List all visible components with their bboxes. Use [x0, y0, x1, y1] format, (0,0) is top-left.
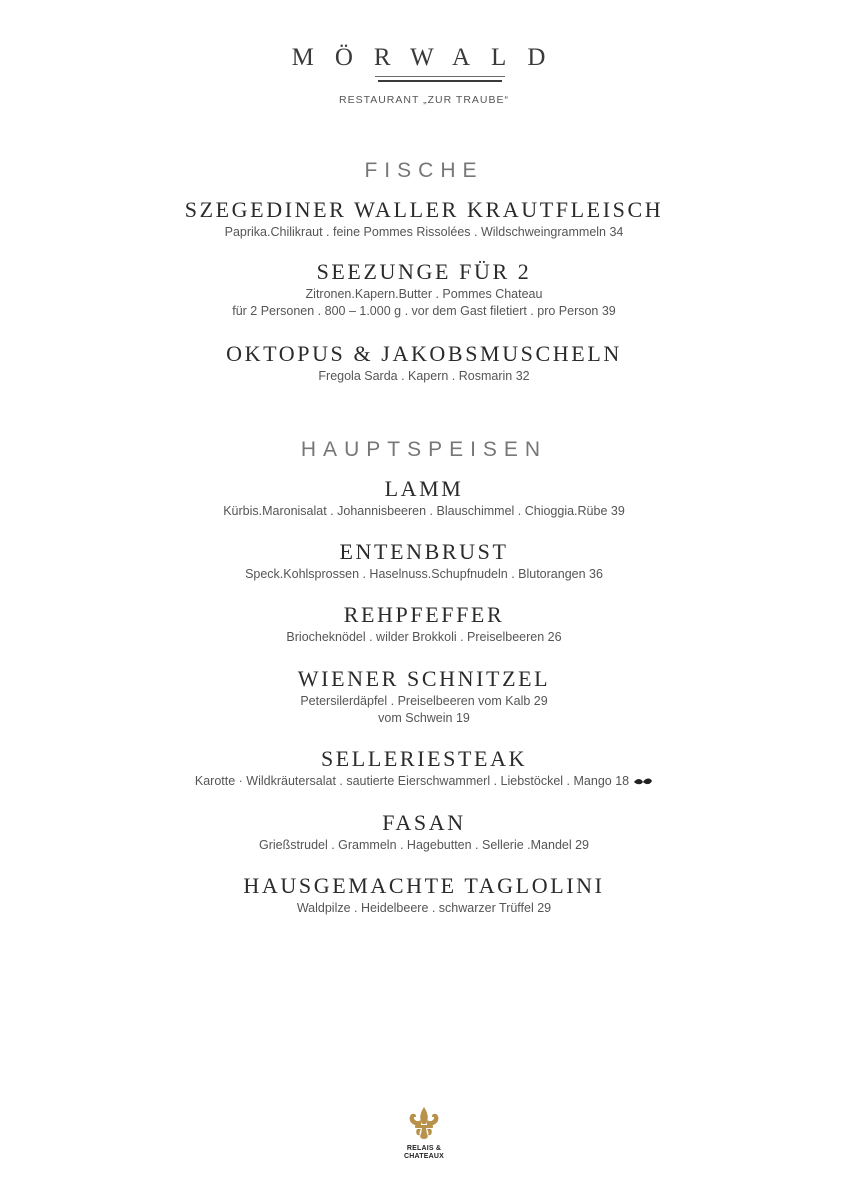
menu-item [0, 539, 848, 583]
dish-name: WIENER SCHNITZEL [297, 666, 551, 691]
logo-text-line2: CHATEAUX [404, 1153, 444, 1160]
dish-description: Kürbis.Maronisalat . Johannisbeeren . Blauschimmel . Chioggia.Rübe 39 [223, 504, 625, 518]
brand-name: MÖRWALD [291, 44, 567, 71]
dish-description-line2: vom Schwein 19 [378, 711, 470, 725]
dish-description: Petersilerdäpfel . Preiselbeeren vom Kalb 29 [300, 694, 548, 708]
menu-item [0, 666, 848, 727]
dish-name: REHPFEFFER [343, 602, 505, 627]
dish-name: FASAN [382, 810, 466, 835]
dish-name: ENTENBRUST [339, 539, 509, 564]
menu-item [0, 873, 848, 917]
dish-description: Grießstrudel . Grammeln . Hagebutten . Sellerie .Mandel 29 [258, 838, 589, 852]
dish-description: Karotte · Wildkräutersalat . sautierte Eierschwammerl . Liebstöckel . Mango 18 [194, 774, 630, 788]
dish-description: Fregola Sarda . Kapern . Rosmarin 32 [318, 369, 530, 383]
relais-chateaux-logo [398, 1106, 450, 1161]
fleur-de-lis-icon [405, 1106, 443, 1140]
dish-name: SEEZUNGE FÜR 2 [316, 259, 532, 284]
dish-description: Waldpilze . Heidelbeere . schwarzer Trüffel 29 [296, 901, 552, 915]
dish-name: SELLERIESTEAK [320, 746, 528, 771]
dish-description-row [0, 773, 848, 792]
menu-item [0, 197, 848, 241]
dish-description-line2: für 2 Personen . 800 – 1.000 g . vor dem Gast filetiert . pro Person 39 [232, 304, 616, 318]
dish-name: HAUSGEMACHTE TAGLOLINI [243, 873, 605, 898]
menu-item [0, 602, 848, 646]
dish-description: Zitronen.Kapern.Butter . Pommes Chateau [305, 287, 543, 301]
menu-item [0, 810, 848, 854]
dish-description: Briocheknödel . wilder Brokkoli . Preiselbeeren 26 [286, 630, 562, 644]
menu-item [0, 476, 848, 520]
brand-rule [375, 76, 505, 77]
menu-item [0, 341, 848, 385]
dish-name: OKTOPUS & JAKOBSMUSCHELN [226, 341, 622, 366]
logo-text-line1: RELAIS & [406, 1145, 442, 1152]
leaf-pair-icon [633, 775, 653, 792]
dish-name: LAMM [384, 476, 464, 501]
section-title-hauptspeisen: HAUPTSPEISEN [300, 438, 548, 461]
dish-name: SZEGEDINER WALLER KRAUTFLEISCH [184, 197, 664, 222]
section-title-fische: FISCHE [364, 159, 484, 182]
restaurant-subtitle: RESTAURANT „ZUR TRAUBE“ [338, 94, 509, 106]
dish-description: Paprika.Chilikraut . feine Pommes Rissolées . Wildschweingrammeln 34 [224, 225, 624, 239]
menu-item [0, 746, 848, 792]
brand-rule-bold [378, 80, 502, 82]
menu-item [0, 259, 848, 320]
dish-description: Speck.Kohlsprossen . Haselnuss.Schupfnudeln . Blutorangen 36 [245, 567, 603, 581]
